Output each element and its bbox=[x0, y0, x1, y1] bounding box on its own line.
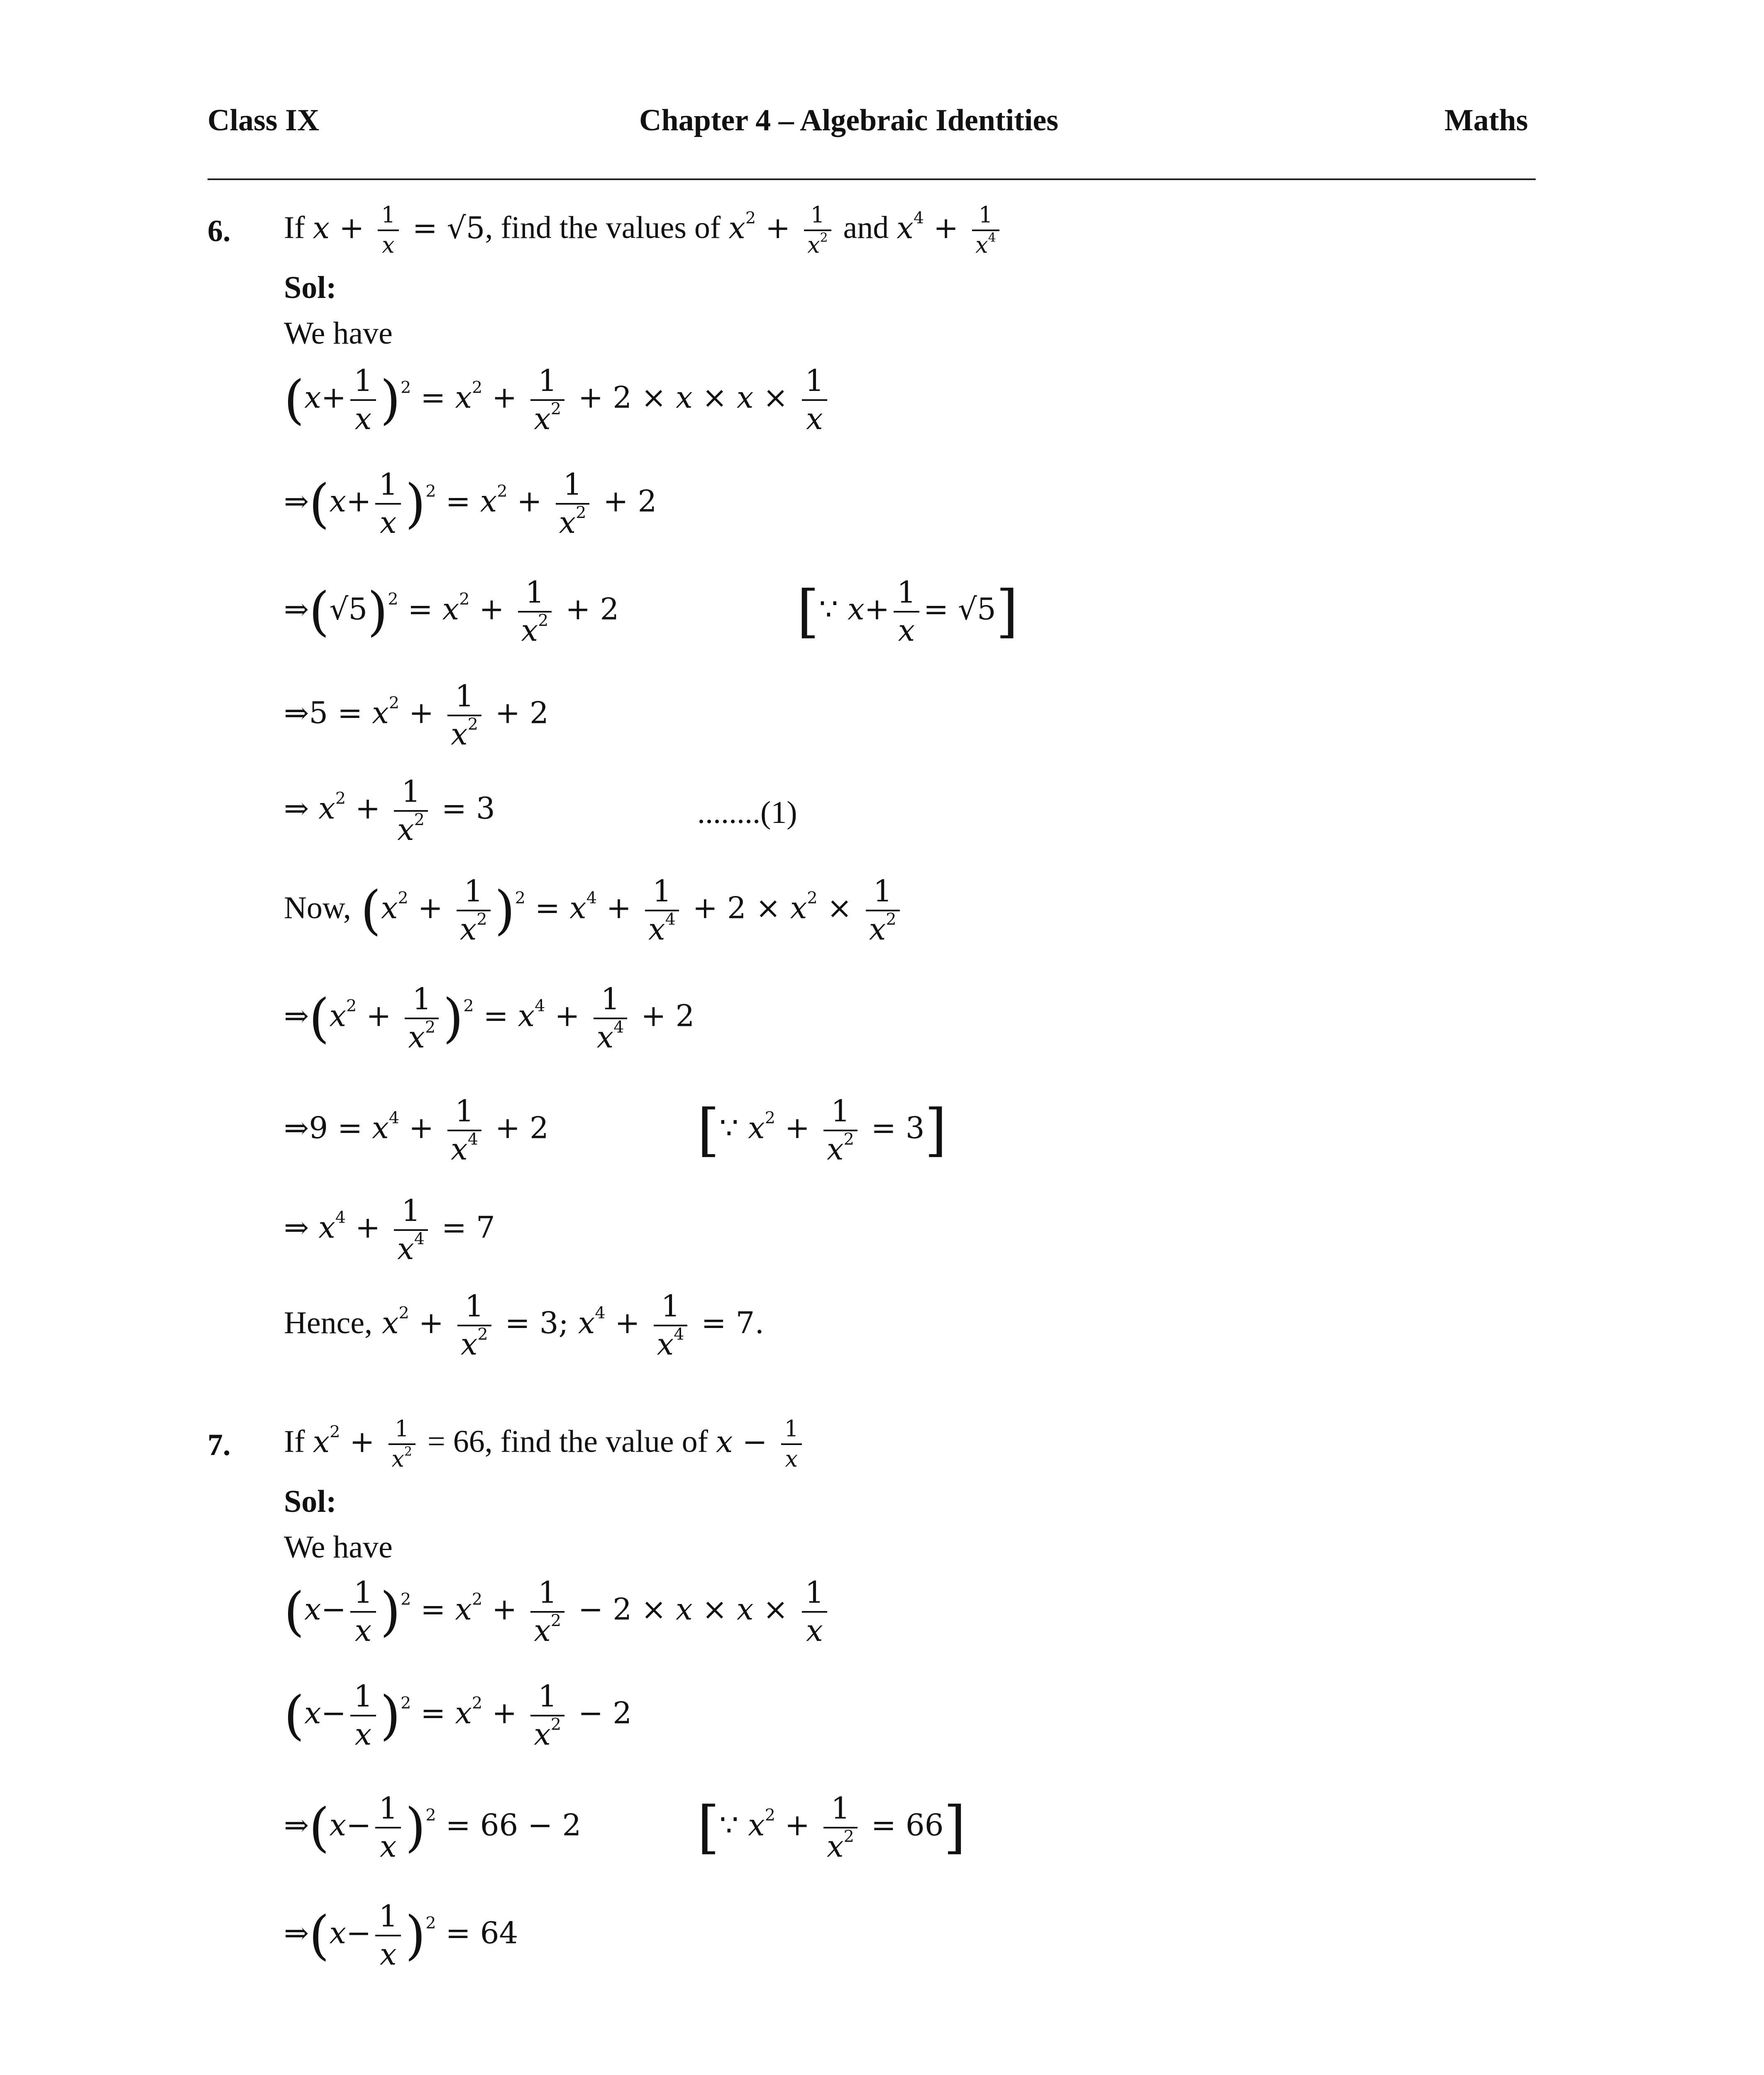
header-subject: Maths bbox=[1444, 103, 1528, 137]
q7-step-4: ⇒(x− $\frac{1}{x}$ )$^2$ = 64 bbox=[284, 1899, 518, 1972]
q6-step-5: ⇒ $x^2$ + $\frac{1}{x^2}$ = 3 bbox=[284, 774, 495, 847]
question-number-6: 6. bbox=[208, 214, 231, 248]
header-class: Class IX bbox=[208, 103, 320, 137]
q7-reason-1: [∵ $x^2$ + $\frac{1}{x^2}$ = 66] bbox=[697, 1791, 966, 1864]
q7-step-2: (x− $\frac{1}{x}$ )$^2 = x^2$ + $\frac{1}{x^2}$ − 2 bbox=[284, 1679, 632, 1752]
q6-reason-1: [∵ x+ $\frac{1}{x}$ = √5] bbox=[797, 575, 1019, 648]
question-7-statement: If $x^2$ + $\frac{1}{x^2}$ = 66, find the value of x − $\frac{1}{x}$ bbox=[284, 1417, 806, 1471]
q6-step-1: (x+ $\frac{1}{x}$ )$^2 = x^2$ + $\frac{1}{x^2}$ + 2 × x × x × $\frac{1}{x}$ bbox=[284, 365, 831, 435]
q6-conclusion: Hence, $x^2$ + $\frac{1}{x^2}$ = 3; $x^4$ + $\frac{1}{x^4}$ = 7. bbox=[284, 1289, 765, 1362]
q6-step-4: ⇒5 = $x^2$ + $\frac{1}{x^2}$ + 2 bbox=[284, 679, 549, 752]
header-rule bbox=[208, 178, 1536, 180]
q6-we-have: We have bbox=[284, 316, 393, 351]
question-6-statement: If x + $\frac{1}{x}$ = √5, find the values of $x^2$ + $\frac{1}{x^2}$ and $x^4$ + $\frac{1}{x^4}$ bbox=[284, 203, 1004, 257]
q6-sol-label: Sol: bbox=[284, 270, 337, 305]
q6-reason-2: [∵ $x^2$ + $\frac{1}{x^2}$ = 3] bbox=[697, 1094, 947, 1167]
q6-step-3: $\Rightarrow(√5)^2 = x^2$ + $\frac{1}{x^2}$ + 2 bbox=[284, 575, 619, 648]
q6-step-9: ⇒ $x^4$ + $\frac{1}{x^4}$ = 7 bbox=[284, 1193, 495, 1266]
q7-we-have: We have bbox=[284, 1530, 393, 1565]
q6-step-2: ⇒(x+ $\frac{1}{x}$ )$^2 = x^2$ + $\frac{1}{x^2}$ + 2 bbox=[284, 467, 657, 540]
q7-sol-label: Sol: bbox=[284, 1484, 337, 1519]
q7-step-1: (x− $\frac{1}{x}$ )$^2 = x^2$ + $\frac{1}{x^2}$ − 2 × x × x × $\frac{1}{x}$ bbox=[284, 1577, 831, 1646]
q6-step-8: ⇒9 = $x^4$ + $\frac{1}{x^4}$ + 2 bbox=[284, 1094, 549, 1167]
question-number-7: 7. bbox=[208, 1428, 231, 1462]
header-chapter-title: Chapter 4 – Algebraic Identities bbox=[639, 103, 1058, 137]
q6-step-7: $\Rightarrow(x^2$ + $\frac{1}{x^2}$ )$^2 = x^4$ + $\frac{1}{x^4}$ + 2 bbox=[284, 981, 695, 1055]
q7-step-3: ⇒(x− $\frac{1}{x}$ )$^2$ = 66 − 2 bbox=[284, 1791, 581, 1864]
q6-step-6: Now, ($x^2$ + $\frac{1}{x^2}$ )$^2 = x^4$ + $\frac{1}{x^4}$ + $2 \times x^2$ × $\frac{1}{x^2}$ bbox=[284, 876, 904, 945]
q6-equation-tag: ........(1) bbox=[697, 795, 797, 830]
